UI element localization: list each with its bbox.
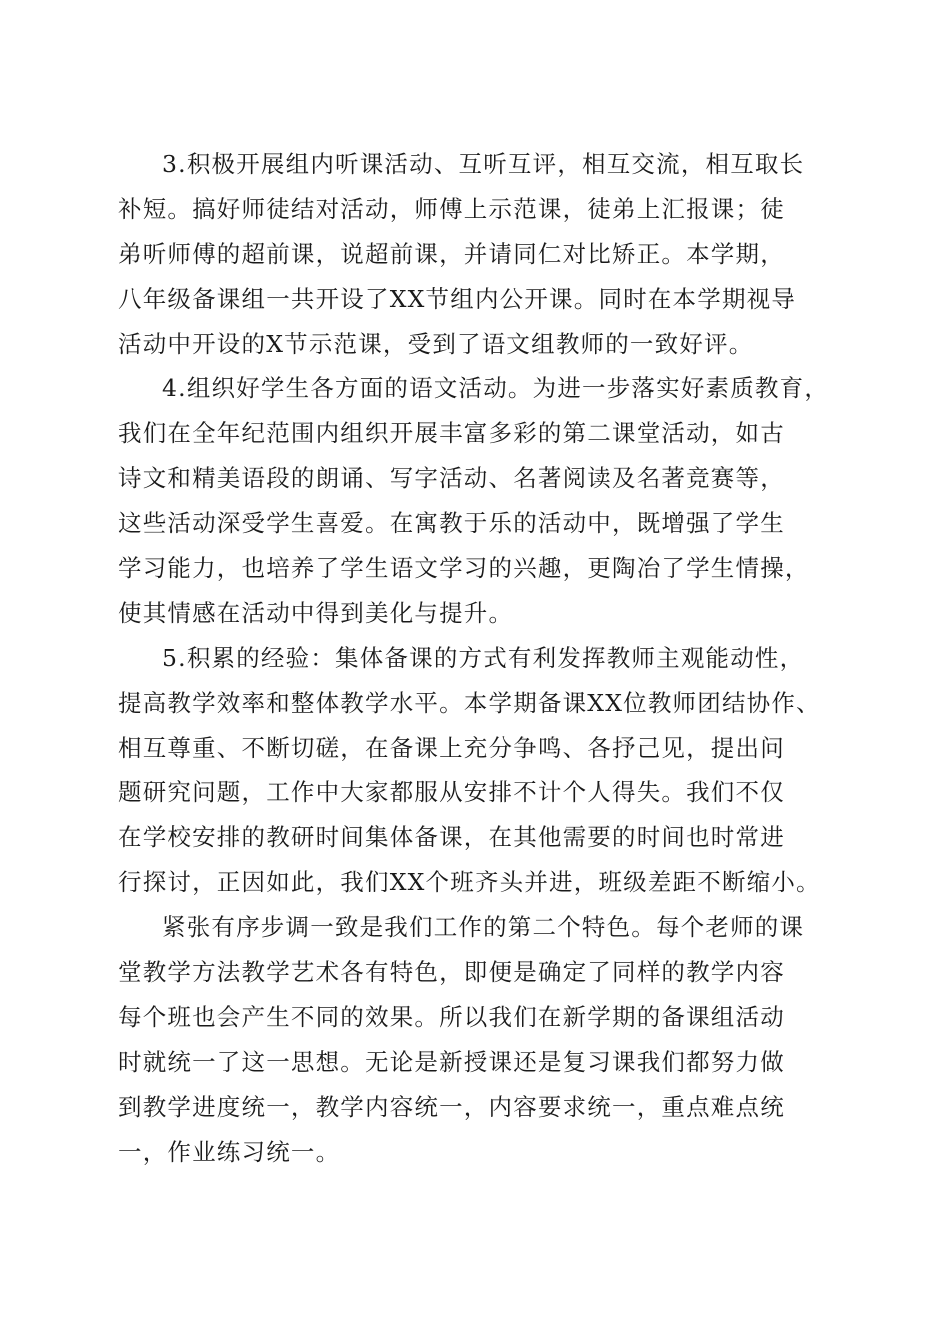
text-line: 题研究问题，工作中大家都服从安排不计个人得失。我们不仅 [118,778,785,807]
text-line: 5.积累的经验：集体备课的方式有利发挥教师主观能动性， [162,643,805,672]
text-line: 行探讨，正因如此，我们XX个班齐头并进，班级差距不断缩小。 [118,868,821,897]
text-line: 到教学进度统一，教学内容统一，内容要求统一，重点难点统 [118,1092,785,1121]
text-line: 一，作业练习统一。 [118,1137,341,1166]
text-line: 4.组织好学生各方面的语文活动。为进一步落实好素质教育， [162,374,830,403]
text-line: 诗文和精美语段的朗诵、写字活动、名著阅读及名著竞赛等， [118,464,785,493]
text-line: 提高教学效率和整体教学水平。本学期备课XX位教师团结协作、 [118,688,821,717]
text-line: 学习能力，也培养了学生语文学习的兴趣，更陶冶了学生情操， [118,554,810,583]
text-line: 在学校安排的教研时间集体备课，在其他需要的时间也时常进 [118,823,785,852]
text-line: 补短。搞好师徒结对活动，师傅上示范课，徒弟上汇报课；徒 [118,194,785,223]
text-line: 紧张有序步调一致是我们工作的第二个特色。每个老师的课 [162,913,805,942]
text-line: 活动中开设的X节示范课，受到了语文组教师的一致好评。 [118,329,754,358]
text-line: 八年级备课组一共开设了XX节组内公开课。同时在本学期视导 [118,284,797,313]
text-line: 弟听师傅的超前课，说超前课，并请同仁对比矫正。本学期， [118,239,785,268]
text-line: 堂教学方法教学艺术各有特色，即便是确定了同样的教学内容 [118,958,785,987]
text-line: 每个班也会产生不同的效果。所以我们在新学期的备课组活动 [118,1002,785,1031]
document-body [118,142,838,1174]
text-line: 我们在全年纪范围内组织开展丰富多彩的第二课堂活动，如古 [118,419,785,448]
text-line: 3.积极开展组内听课活动、互听互评，相互交流，相互取长 [162,150,805,178]
text-line: 相互尊重、不断切磋，在备课上充分争鸣、各抒己见，提出问 [118,733,785,762]
text-line: 这些活动深受学生喜爱。在寓教于乐的活动中，既增强了学生 [118,509,785,538]
text-line: 使其情感在活动中得到美化与提升。 [118,598,514,627]
text-line: 时就统一了这一思想。无论是新授课还是复习课我们都努力做 [118,1047,785,1076]
